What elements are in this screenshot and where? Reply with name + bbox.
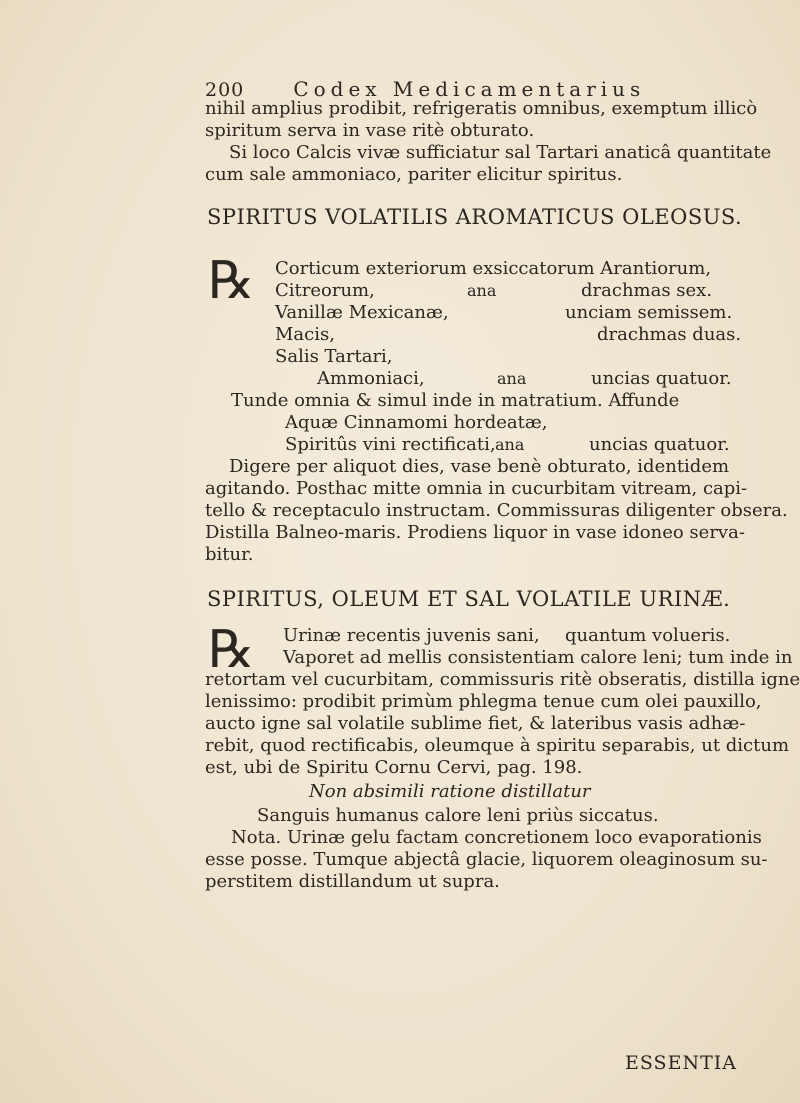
section-title: SPIRITUS VOLATILIS AROMATICUS OLEOSUS. [207,205,743,229]
catchword: ESSENTIA [625,1052,737,1074]
text-line: Digere per aliquot dies, vase benè obturato, identidem [229,456,730,477]
text-line: Nota. Urinæ gelu factam concretionem loco evaporationis [231,827,762,848]
text-line: tello & receptaculo instructam. Commissuras diligenter obsera. [205,500,788,521]
ingredient-name: Citreorum, [275,280,375,301]
text-line: Vaporet ad mellis consistentiam calore leni; tum inde in [283,647,793,668]
ingredient-name: Macis, [275,324,335,345]
italic-heading: Non absimili ratione distillatur [309,781,591,802]
running-title: Codex Medicamentarius [293,77,646,101]
ingredient-name: Salis Tartari, [275,346,393,367]
text-line: lenissimo: prodibit primùm phlegma tenue cum olei pauxillo, [205,691,762,712]
text-line: Urinæ recentis juvenis sani, [283,625,540,646]
text-line: Distilla Balneo-maris. Prodiens liquor in vase idoneo serva- [205,522,745,543]
ingredient-name: Ammoniaci, [317,368,425,389]
text-line: cum sale ammoniaco, pariter elicitur spiritus. [205,164,623,185]
text-line: retortam vel cucurbitam, commissuris ritè obseratis, distilla igne [205,669,800,690]
text-line: perstitem distillandum ut supra. [205,871,500,892]
recipe-symbol: ℞ [208,620,255,680]
text-line: nihil amplius prodibit, refrigeratis omnibus, exemptum illicò [205,98,758,119]
recipe-symbol: ℞ [208,251,255,311]
section-title: SPIRITUS, OLEUM ET SAL VOLATILE URINÆ. [207,587,731,611]
text-line: est, ubi de Spiritu Cornu Cervi, pag. 198. [205,757,583,778]
ingredient-dose: quantum volueris. [565,625,731,646]
text-line: Si loco Calcis vivæ sufficiatur sal Tartari anaticâ quantitate [229,142,772,163]
text-line: aucto igne sal volatile sublime fiet, & lateribus vasis adhæ- [205,713,746,734]
ingredient-dose: uncias quatuor. [591,368,732,389]
text-line: Spiritûs vini rectificati, [285,434,496,455]
ingredient-dose: drachmas sex. [581,280,713,301]
text-line: Tunde omnia & simul inde in matratium. Affunde [231,390,680,411]
ingredient-dose: unciam semissem. [565,302,733,323]
text-line: agitando. Posthac mitte omnia in cucurbitam vitream, capi- [205,478,748,499]
text-line: spiritum serva in vase ritè obturato. [205,120,535,141]
text-line: Aquæ Cinnamomi hordeatæ, [285,412,548,433]
ingredient-name: Vanillæ Mexicanæ, [275,302,449,323]
ana-label: ana [467,281,497,300]
text-line: Sanguis humanus calore leni priùs siccatus. [257,805,659,826]
ingredient-dose: drachmas duas. [597,324,742,345]
text-line: rebit, quod rectificabis, oleumque à spiritu separabis, ut dictum [205,735,790,756]
ana-label: ana [497,369,527,388]
ana-label: ana [495,435,525,454]
ingredient-name: Corticum exteriorum exsiccatorum Arantiorum, [275,258,712,279]
text-line: esse posse. Tumque abjectâ glacie, liquorem oleaginosum su- [205,849,768,870]
ingredient-dose: uncias quatuor. [589,434,730,455]
text-line: bitur. [205,544,254,565]
page-number: 200 [205,79,245,101]
